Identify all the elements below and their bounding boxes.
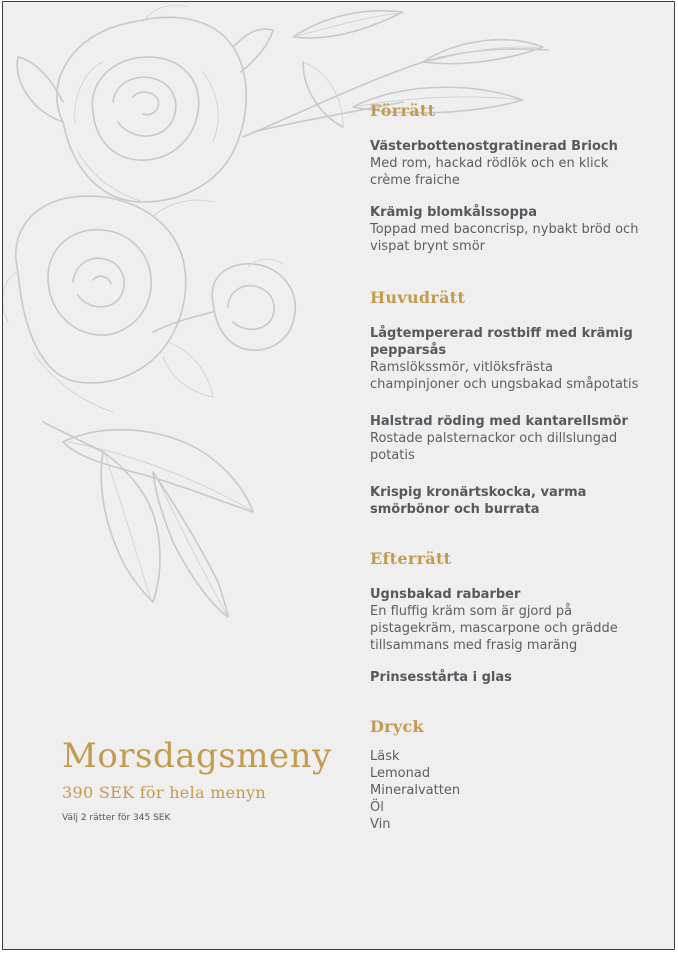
menu-page [2, 1, 675, 950]
drink-item: Öl [370, 800, 384, 815]
dish-name: Halstrad röding med kantarellsmör [370, 414, 628, 429]
drink-list [370, 748, 640, 833]
drink-item: Vin [370, 817, 391, 832]
menu-item [370, 484, 640, 518]
dish-description: En fluffig kräm som är gjord på pistagekräm, mascarpone och grädde tillsammans med frasig maräng [370, 604, 618, 653]
price-note: Välj 2 rätter för 345 SEK [62, 813, 171, 823]
menu-item [370, 204, 640, 255]
menu-item [370, 138, 640, 189]
section-title: Dryck [370, 717, 424, 736]
section-title: Efterrätt [370, 549, 452, 568]
drink-item: Lemonad [370, 766, 431, 781]
menu-item [370, 669, 640, 686]
dish-description: Rostade palsternackor och dillslungad potatis [370, 431, 618, 463]
dish-name: Lågtempererad rostbiff med krämig pepparsås [370, 326, 633, 358]
dish-name: Ugnsbakad rabarber [370, 587, 521, 602]
section-dryck [370, 716, 640, 833]
menu-price: 390 SEK för hela menyn [62, 783, 266, 802]
dish-name: Krämig blomkålssoppa [370, 205, 537, 220]
menu-item [370, 413, 640, 464]
page-title: Morsdagsmeny [62, 736, 332, 776]
dish-name: Prinsesstårta i glas [370, 670, 512, 685]
drink-item: Läsk [370, 749, 400, 764]
section-title: Huvudrätt [370, 288, 466, 307]
section-huvudratt [370, 287, 640, 518]
menu-list [370, 100, 640, 859]
dish-name: Västerbottenostgratinerad Brioch [370, 139, 618, 154]
menu-title-block [62, 732, 332, 824]
section-forratt [370, 100, 640, 255]
menu-item [370, 586, 640, 654]
dish-description: Ramslökssmör, vitlöksfrästa champinjoner och ungsbakad småpotatis [370, 360, 639, 392]
section-title: Förrätt [370, 101, 436, 120]
drink-item: Mineralvatten [370, 783, 461, 798]
dish-description: Toppad med baconcrisp, nybakt bröd och vispat brynt smör [370, 222, 639, 254]
section-efterratt [370, 548, 640, 686]
menu-item [370, 325, 640, 393]
dish-description: Med rom, hackad rödlök och en klick crème fraiche [370, 156, 609, 188]
dish-name: Krispig kronärtskocka, varma smörbönor och burrata [370, 485, 587, 517]
